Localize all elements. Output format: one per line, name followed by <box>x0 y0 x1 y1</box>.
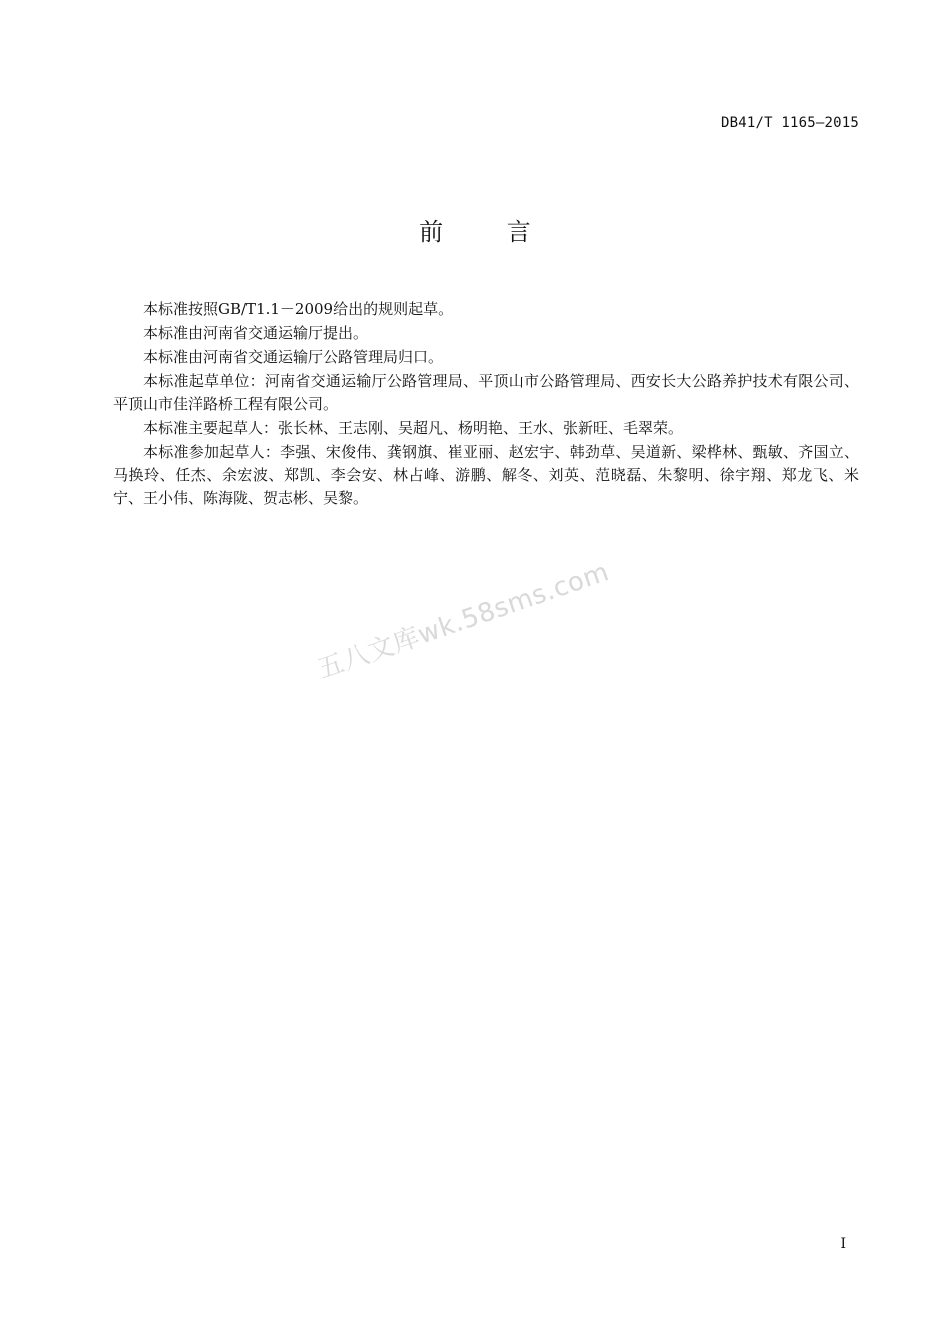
page-number: I <box>840 1236 846 1252</box>
paragraph-administrator: 本标准由河南省交通运输厅公路管理局归口。 <box>143 348 444 366</box>
paragraph-participating-drafters: 本标准参加起草人：李强、宋俊伟、龚钢旗、崔亚丽、赵宏宇、韩劲草、吴道新、梁桦林、甄敏、齐国立、马换玲、任杰、余宏波、郑凯、李会安、林占峰、游鹏、解冬、刘英、范晓磊、朱黎明、徐宇翔、郑龙飞、米宁、王小伟、陈海陇、贺志彬、吴黎。 <box>113 443 859 507</box>
preface-body <box>113 298 859 511</box>
paragraph-proposer: 本标准由河南省交通运输厅提出。 <box>143 324 369 342</box>
document-code: DB41/T 1165—2015 <box>720 115 859 131</box>
paragraph-drafting-rules: 本标准按照GB/T1.1－2009给出的规则起草。 <box>143 300 454 318</box>
watermark: 五八文库wk.58sms.com <box>313 557 613 686</box>
page-title: 前 言 <box>419 218 559 246</box>
paragraph-drafting-units: 本标准起草单位：河南省交通运输厅公路管理局、平顶山市公路管理局、西安长大公路养护技术有限公司、平顶山市佳洋路桥工程有限公司。 <box>113 372 859 413</box>
paragraph-main-drafters: 本标准主要起草人：张长林、王志刚、吴超凡、杨明艳、王水、张新旺、毛翠荣。 <box>143 419 684 437</box>
